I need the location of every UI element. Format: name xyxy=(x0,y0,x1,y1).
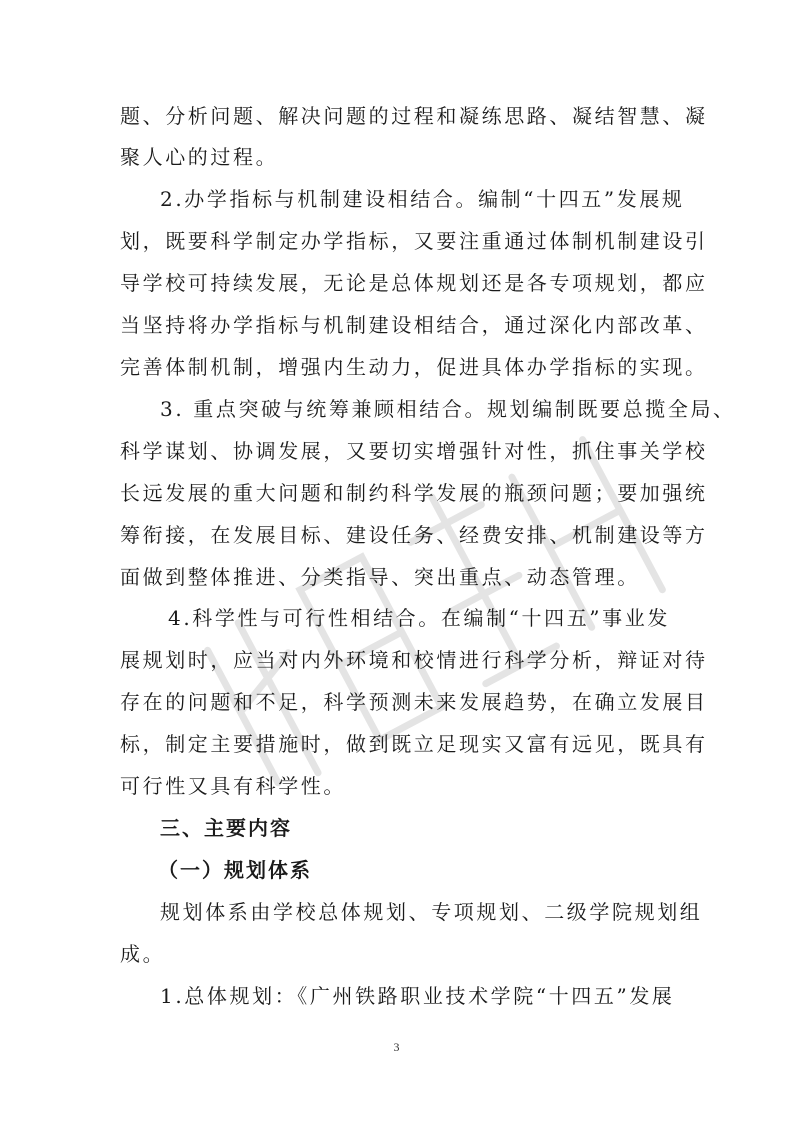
text-line-10: 长远发展的重大问题和制约科学发展的瓶颈问题；要加强统 xyxy=(120,481,708,505)
text-line-8: 3. 重点突破与统筹兼顾相结合。规划编制既要总揽全局、 xyxy=(160,397,736,421)
page-number: 3 xyxy=(393,1040,400,1054)
text-line-12: 面做到整体推进、分类指导、突出重点、动态管理。 xyxy=(120,565,640,589)
text-line-2: 聚人心的过程。 xyxy=(120,145,279,169)
text-line-20: 规划体系由学校总体规划、专项规划、二级学院规划组 xyxy=(160,900,703,924)
watermark-stamp xyxy=(139,363,720,837)
text-line-4: 划，既要科学制定办学指标，又要注重通过体制机制建设引 xyxy=(120,229,708,253)
section-heading: 三、主要内容 xyxy=(160,816,292,840)
text-line-17: 可行性又具有科学性。 xyxy=(120,774,346,798)
text-line-6: 当坚持将办学指标与机制建设相结合，通过深化内部改革、 xyxy=(120,313,708,337)
text-line-16: 标，制定主要措施时，做到既立足现实又富有远见，既具有 xyxy=(120,732,708,756)
text-line-14: 展规划时，应当对内外环境和校情进行科学分析，辩证对待 xyxy=(120,648,708,672)
subsection-heading: （一）规划体系 xyxy=(158,858,312,882)
text-line-5: 导学校可持续发展，无论是总体规划还是各专项规划，都应 xyxy=(120,271,708,295)
text-line-9: 科学谋划、协调发展，又要切实增强针对性，抓住事关学校 xyxy=(120,439,708,463)
text-line-11: 筹衔接，在发展目标、建设任务、经费安排、机制建设等方 xyxy=(120,523,708,547)
text-line-3: 2.办学指标与机制建设相结合。编制“十四五”发展规 xyxy=(160,187,685,211)
text-line-21: 成。 xyxy=(120,942,166,966)
text-line-15: 存在的问题和不足，科学预测未来发展趋势，在确立发展目 xyxy=(120,690,708,714)
text-line-13: 4.科学性与可行性相结合。在编制“十四五”事业发 xyxy=(168,606,670,630)
text-line-7: 完善体制机制，增强内生动力，促进具体办学指标的实现。 xyxy=(120,355,708,379)
text-line-1: 题、分析问题、解决问题的过程和凝练思路、凝结智慧、凝 xyxy=(120,104,708,128)
text-line-22: 1.总体规划：《广州铁路职业技术学院“十四五”发展 xyxy=(160,984,675,1008)
